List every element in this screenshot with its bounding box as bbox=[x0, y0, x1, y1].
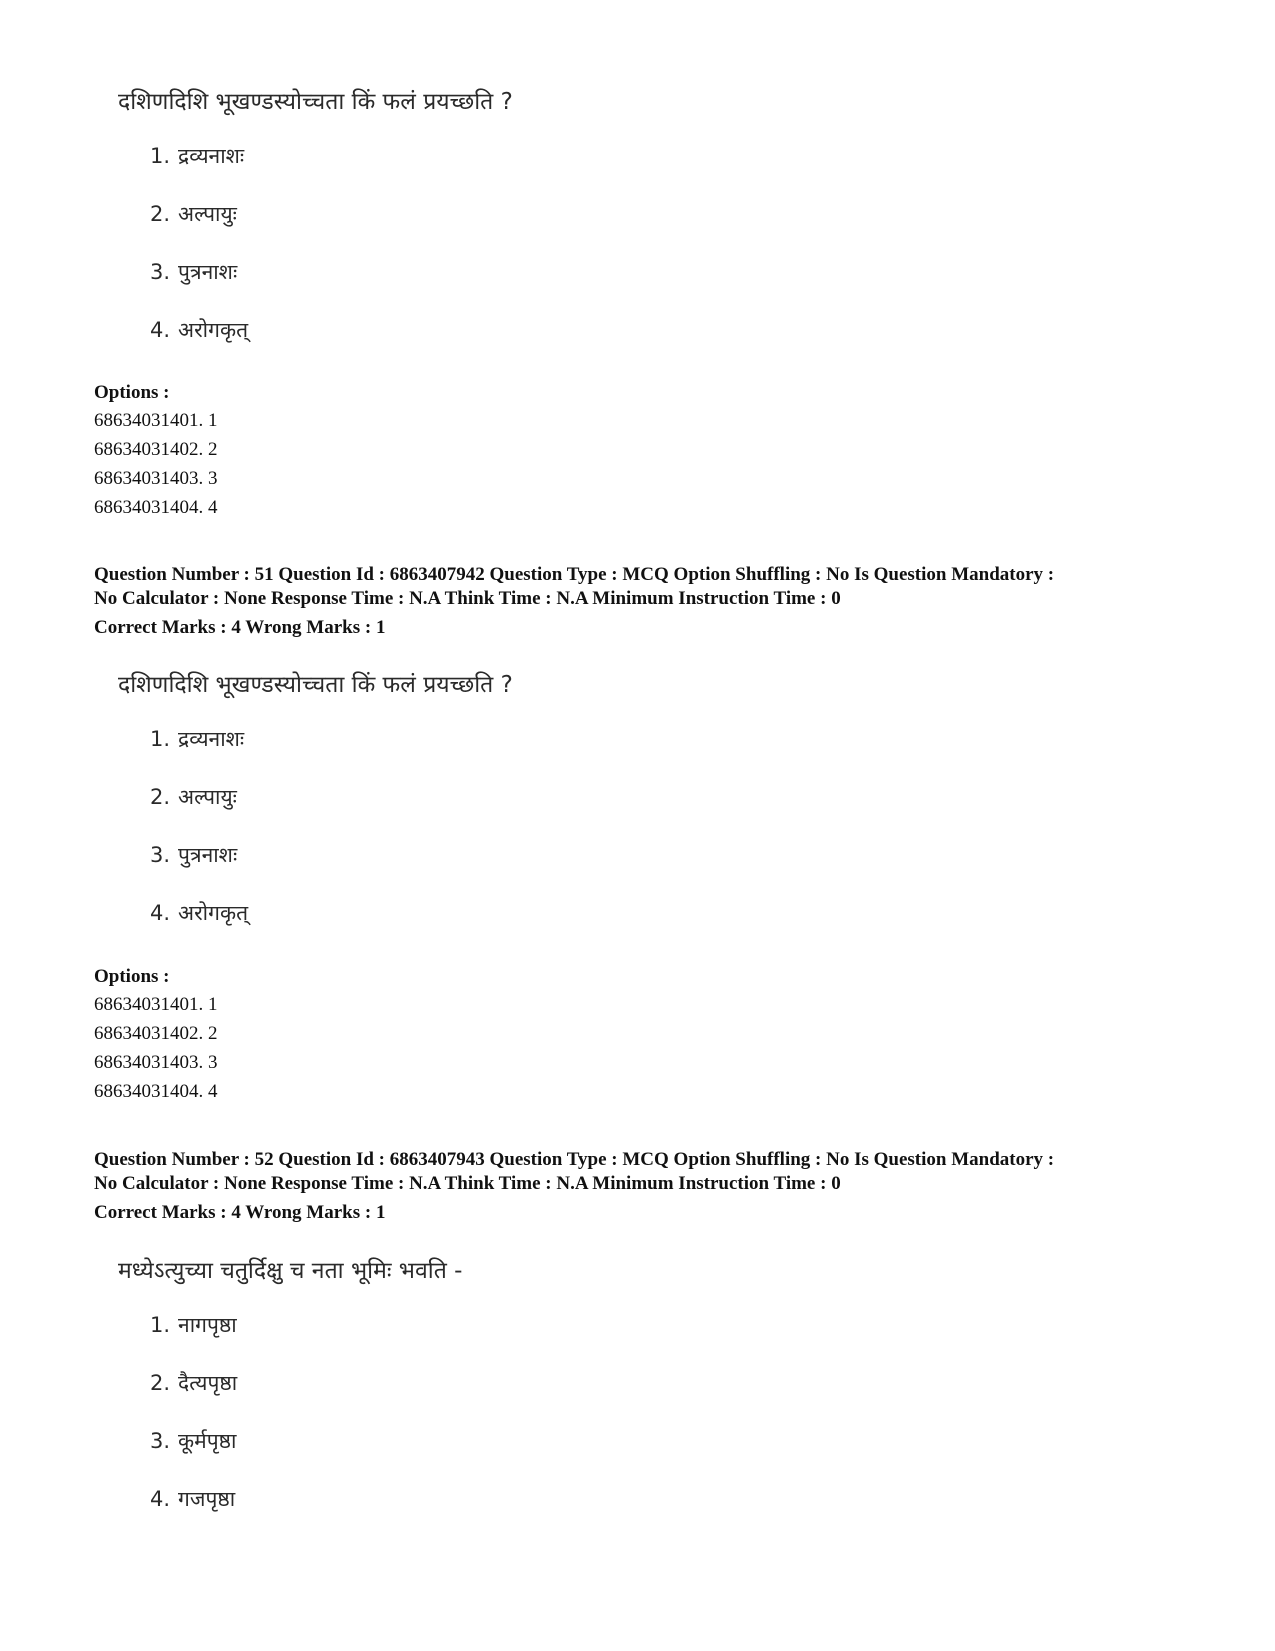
options-heading: Options : bbox=[94, 382, 170, 403]
option-id-row: 68634031403. 3 bbox=[94, 1052, 218, 1073]
choice-number: 4. bbox=[150, 901, 171, 925]
choice-text: द्रव्यनाशः bbox=[178, 727, 245, 751]
choice-text: द्रव्यनाशः bbox=[178, 144, 245, 168]
choice-text: अरोगकृत् bbox=[178, 901, 249, 925]
question-meta-line-1: Question Number : 51 Question Id : 6863407942 Question Type : MCQ Option Shuffling : No Is Question Mandatory : bbox=[94, 564, 1055, 585]
option-id-row: 68634031402. 2 bbox=[94, 439, 218, 460]
option-id-row: 68634031404. 4 bbox=[94, 497, 218, 518]
question-choice-2 bbox=[150, 783, 237, 811]
question-choice-3 bbox=[150, 841, 237, 869]
option-id-row: 68634031401. 1 bbox=[94, 410, 218, 431]
choice-text: दैत्यपृष्ठा bbox=[178, 1371, 238, 1395]
choice-text: नागपृष्ठा bbox=[178, 1313, 237, 1337]
question-choice-4 bbox=[150, 899, 248, 927]
question-choice-4 bbox=[150, 316, 248, 344]
question-stem: दशिणदिशि भूखण्डस्योच्चता किं फलं प्रयच्छति ? bbox=[118, 89, 513, 115]
choice-number: 2. bbox=[150, 1371, 171, 1395]
choice-number: 1. bbox=[150, 144, 171, 168]
question-choice-1 bbox=[150, 1311, 237, 1339]
choice-number: 3. bbox=[150, 1429, 171, 1453]
option-id-row: 68634031404. 4 bbox=[94, 1081, 218, 1102]
question-meta-line-2: No Calculator : None Response Time : N.A Think Time : N.A Minimum Instruction Time : 0 bbox=[94, 588, 841, 609]
choice-number: 2. bbox=[150, 785, 171, 809]
question-choice-2 bbox=[150, 200, 237, 228]
choice-number: 4. bbox=[150, 1487, 171, 1511]
question-marks: Correct Marks : 4 Wrong Marks : 1 bbox=[94, 617, 386, 638]
question-choice-4 bbox=[150, 1485, 235, 1513]
choice-text: कूर्मपृष्ठा bbox=[178, 1429, 237, 1453]
choice-number: 1. bbox=[150, 1313, 171, 1337]
choice-text: अल्पायुः bbox=[178, 785, 237, 809]
choice-number: 1. bbox=[150, 727, 171, 751]
question-choice-1 bbox=[150, 725, 244, 753]
question-marks: Correct Marks : 4 Wrong Marks : 1 bbox=[94, 1202, 386, 1223]
choice-number: 2. bbox=[150, 202, 171, 226]
choice-text: पुत्रनाशः bbox=[178, 843, 238, 867]
question-stem: मध्येऽत्युच्या चतुर्दिक्षु च नता भूमिः भवति - bbox=[118, 1258, 463, 1284]
question-choice-3 bbox=[150, 1427, 236, 1455]
choice-number: 3. bbox=[150, 843, 171, 867]
question-stem: दशिणदिशि भूखण्डस्योच्चता किं फलं प्रयच्छति ? bbox=[118, 672, 513, 698]
question-meta-line-1: Question Number : 52 Question Id : 6863407943 Question Type : MCQ Option Shuffling : No Is Question Mandatory : bbox=[94, 1149, 1055, 1170]
choice-text: अरोगकृत् bbox=[178, 318, 249, 342]
question-choice-2 bbox=[150, 1369, 237, 1397]
choice-text: गजपृष्ठा bbox=[178, 1487, 236, 1511]
option-id-row: 68634031401. 1 bbox=[94, 994, 218, 1015]
question-meta-line-2: No Calculator : None Response Time : N.A Think Time : N.A Minimum Instruction Time : 0 bbox=[94, 1173, 841, 1194]
choice-number: 3. bbox=[150, 260, 171, 284]
option-id-row: 68634031403. 3 bbox=[94, 468, 218, 489]
question-choice-3 bbox=[150, 258, 237, 286]
options-heading: Options : bbox=[94, 966, 170, 987]
choice-text: पुत्रनाशः bbox=[178, 260, 238, 284]
option-id-row: 68634031402. 2 bbox=[94, 1023, 218, 1044]
question-choice-1 bbox=[150, 142, 244, 170]
choice-number: 4. bbox=[150, 318, 171, 342]
choice-text: अल्पायुः bbox=[178, 202, 237, 226]
